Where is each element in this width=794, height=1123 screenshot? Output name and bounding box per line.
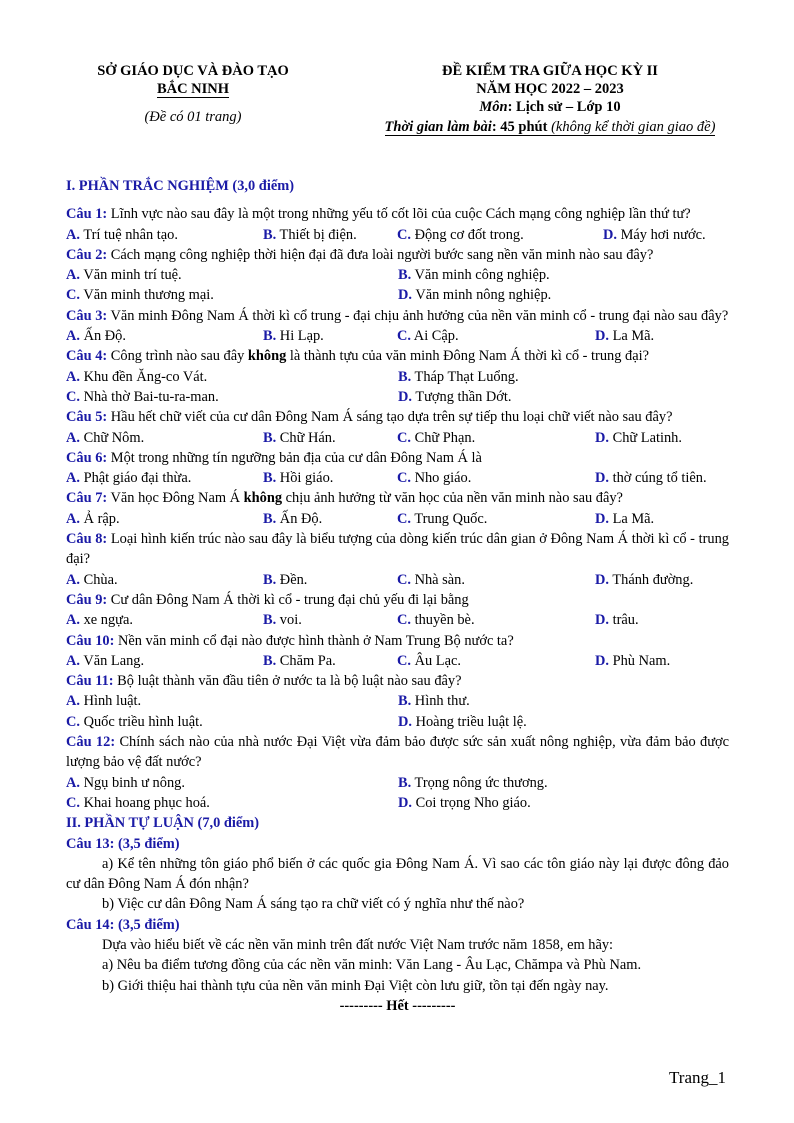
question-9: Câu 9: Cư dân Đông Nam Á thời kì cổ - trung đại chủ yếu đi lại bằng (66, 591, 469, 608)
question-5: Câu 5: Hầu hết chữ viết của cư dân Đông Nam Á sáng tạo dựa trên sự tiếp thu loại chữ viết nào sau đây? (66, 409, 673, 426)
header-right (330, 62, 770, 136)
question-12: Câu 12: Chính sách nào của nhà nước Đại Việt vừa đảm bảo được sức sản xuất nông nghiệp, vừa đảm bảo được lượng bảo vệ đất nước? (66, 734, 729, 771)
question-8-options: A. Chùa. B. Đền. C. Nhà sàn. D. Thánh đường. (66, 571, 694, 588)
question-13-part-a: a) Kể tên những tôn giáo phổ biến ở các quốc gia Đông Nam Á. Vì sao các tôn giáo này lại được đông đảo cư dân Đông Nam Á đón nhận? (66, 855, 729, 893)
question-14-intro: Dựa vào hiểu biết về các nền văn minh trên đất nước Việt Nam trước năm 1858, em hãy: (102, 936, 614, 953)
question-11-options-ab: A. Hình luật. B. Hình thư. (66, 693, 470, 710)
page-number: Trang_1 (669, 1068, 726, 1087)
province-name: BẮC NINH (156, 81, 230, 97)
end-marker: --------- Hết --------- (339, 997, 456, 1014)
question-11-options-cd: C. Quốc triều hình luật. D. Hoàng triều luật lệ. (66, 713, 527, 730)
question-14-title: Câu 14: (3,5 điểm) (66, 916, 180, 933)
question-2: Câu 2: Cách mạng công nghiệp thời hiện đại đã đưa loài người bước sang nền văn minh nào sau đây? (66, 246, 654, 263)
question-13-part-b: b) Việc cư dân Đông Nam Á sáng tạo ra chữ viết có ý nghĩa như thế nào? (102, 896, 525, 913)
subject-line: Môn: Lịch sử – Lớp 10 (479, 99, 621, 115)
section-essay-title: II. PHẦN TỰ LUẬN (7,0 điểm) (66, 815, 260, 832)
time-line: Thời gian làm bài: 45 phút (không kể thời gian giao đề) (384, 119, 716, 135)
question-12-options-cd: C. Khai hoang phục hoá. D. Coi trọng Nho giáo. (66, 794, 531, 811)
question-1: Câu 1: Lĩnh vực nào sau đây là một trong những yếu tố cốt lõi của cuộc Cách mạng công nghiệp lần thứ tư? (66, 206, 691, 223)
question-14-part-b: b) Giới thiệu hai thành tựu của nền văn minh Đại Việt còn lưu giữ, tồn tại đến ngày nay. (102, 977, 609, 994)
question-2-options-ab: A. Văn minh trí tuệ. B. Văn minh công nghiệp. (66, 267, 550, 284)
question-8: Câu 8: Loại hình kiến trúc nào sau đây là biểu tượng của dòng kiến trúc dân gian ở Đông Nam Á thời kì cổ - trung đại? (66, 531, 729, 568)
exam-title: ĐỀ KIỂM TRA GIỮA HỌC KỲ II (442, 63, 658, 79)
question-6-options: A. Phật giáo đại thừa. B. Hồi giáo. C. Nho giáo. D. thờ cúng tổ tiên. (66, 470, 707, 487)
question-5-options: A. Chữ Nôm. B. Chữ Hán. C. Chữ Phạn. D. Chữ Latinh. (66, 429, 682, 446)
question-6: Câu 6: Một trong những tín ngưỡng bản địa của cư dân Đông Nam Á là (66, 449, 482, 466)
question-9-options: A. xe ngựa. B. voi. C. thuyền bè. D. trâu. (66, 612, 639, 629)
header-left (58, 62, 328, 126)
question-2-options-cd: C. Văn minh thương mại. D. Văn minh nông nghiệp. (66, 287, 552, 304)
department-name: SỞ GIÁO DỤC VÀ ĐÀO TẠO (97, 63, 289, 79)
school-year: NĂM HỌC 2022 – 2023 (476, 81, 624, 97)
section-multiple-choice-title: I. PHẦN TRẮC NGHIỆM (3,0 điểm) (66, 178, 294, 194)
question-4-options-cd: C. Nhà thờ Bai-tu-ra-man. D. Tượng thần Dớt. (66, 388, 512, 405)
question-10: Câu 10: Nền văn minh cổ đại nào được hình thành ở Nam Trung Bộ nước ta? (66, 632, 514, 649)
question-10-options: A. Văn Lang. B. Chăm Pa. C. Âu Lạc. D. Phù Nam. (66, 652, 671, 669)
question-14-part-a: a) Nêu ba điểm tương đồng của các nền văn minh: Văn Lang - Âu Lạc, Chămpa và Phù Nam. (102, 957, 642, 974)
question-3: Câu 3: Văn minh Đông Nam Á thời kì cổ trung - đại chịu ảnh hưởng của nền văn minh cổ - trung đại nào sau đây? (66, 307, 729, 324)
question-13-title: Câu 13: (3,5 điểm) (66, 835, 180, 852)
question-12-options-ab: A. Ngụ binh ư nông. B. Trọng nông ức thương. (66, 774, 548, 791)
page-count-note: (Đề có 01 trang) (144, 109, 242, 125)
question-4: Câu 4: Công trình nào sau đây không là thành tựu của văn minh Đông Nam Á thời kì cổ - trung đại? (66, 348, 649, 365)
question-11: Câu 11: Bộ luật thành văn đầu tiên ở nước ta là bộ luật nào sau đây? (66, 673, 462, 690)
question-1-options: A. Trí tuệ nhân tạo. B. Thiết bị điện. C. Động cơ đốt trong. D. Máy hơi nước. (66, 226, 706, 243)
question-7-options: A. Ả rập. B. Ấn Độ. C. Trung Quốc. D. La Mã. (66, 510, 655, 527)
question-4-options-ab: A. Khu đền Ăng-co Vát. B. Tháp Thạt Luổng. (66, 368, 519, 385)
question-7: Câu 7: Văn học Đông Nam Á không chịu ảnh hưởng từ văn học của nền văn minh nào sau đây? (66, 490, 623, 507)
exam-content (66, 176, 729, 1016)
question-3-options: A. Ấn Độ. B. Hi Lạp. C. Ai Cập. D. La Mã. (66, 328, 655, 345)
